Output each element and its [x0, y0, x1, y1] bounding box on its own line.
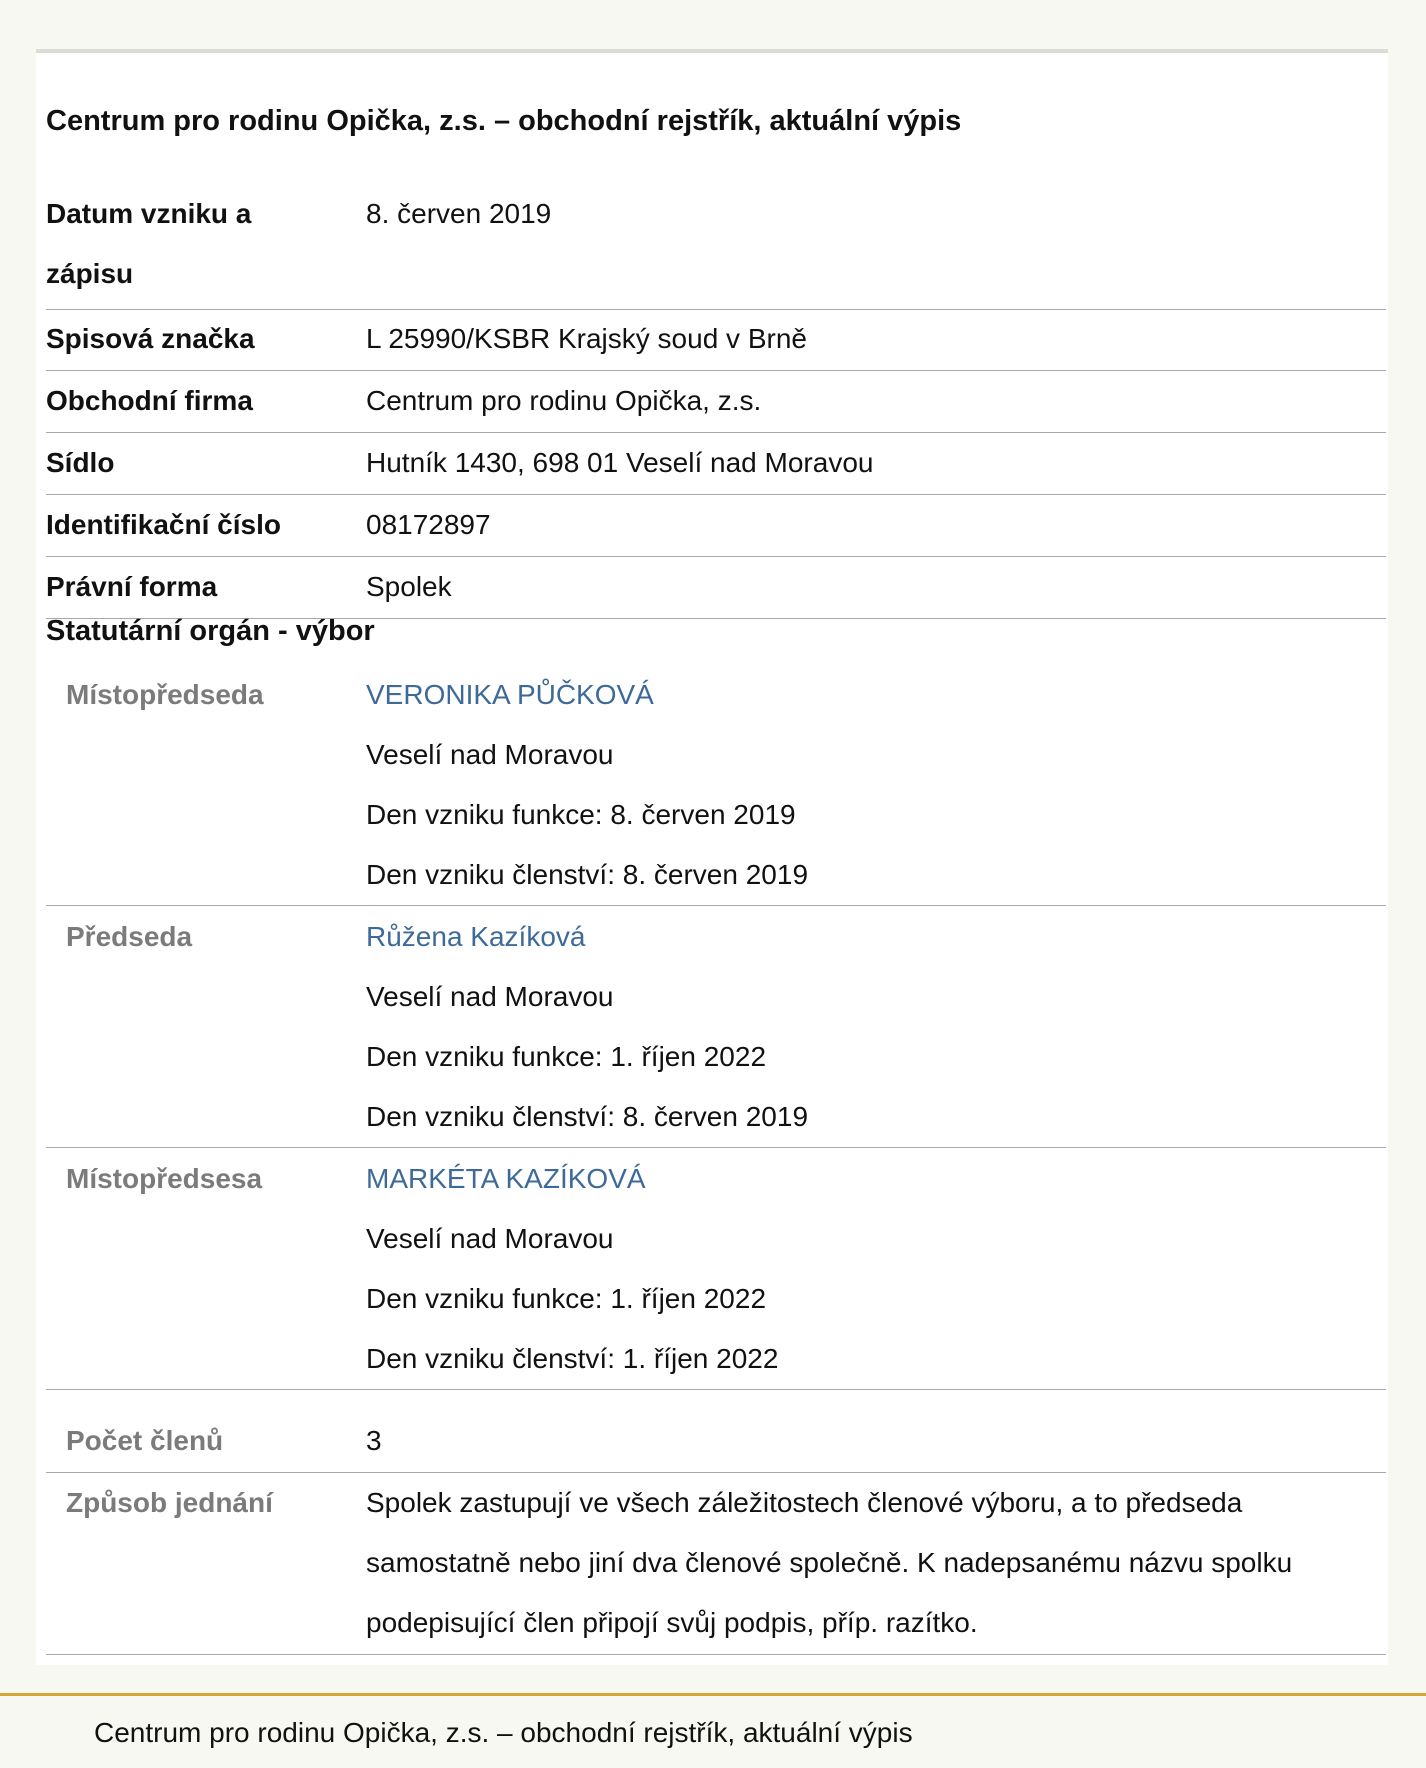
footer-title: Centrum pro rodinu Opička, z.s. – obchodní rejstřík, aktuální výpis: [94, 1717, 913, 1748]
row-label: Právní forma: [46, 571, 218, 602]
member-membership-since: Den vzniku členství: 8. červen 2019: [366, 859, 809, 890]
extract-card: [36, 49, 1388, 1665]
row-value: [366, 1473, 1376, 1653]
member-row: [46, 665, 1386, 906]
member-function-since: Den vzniku funkce: 8. červen 2019: [366, 799, 796, 830]
row-date-of-registration: [46, 184, 1386, 310]
member-details: [366, 1149, 1376, 1389]
member-details: [366, 665, 1376, 905]
member-place: Veselí nad Moravou: [366, 1223, 614, 1254]
row-value: 3: [366, 1425, 382, 1456]
row-label: Obchodní firma: [46, 385, 253, 416]
member-row: [46, 1149, 1386, 1390]
acting-line: samostatně nebo jiní dva členové společně. K nadepsanému názvu spolku: [366, 1547, 1293, 1578]
member-function-since: Den vzniku funkce: 1. říjen 2022: [366, 1283, 767, 1314]
footer-divider: [0, 1693, 1426, 1696]
member-function-since: Den vzniku funkce: 1. říjen 2022: [366, 1041, 767, 1072]
member-place: Veselí nad Moravou: [366, 981, 614, 1012]
row-acting-method: [46, 1473, 1386, 1655]
section-heading-statutory: Statutární orgán - výbor: [46, 615, 375, 647]
row-label: Sídlo: [46, 447, 115, 478]
member-place: Veselí nad Moravou: [366, 739, 614, 770]
member-membership-since: Den vzniku členství: 1. říjen 2022: [366, 1343, 779, 1374]
member-name: MARKÉTA KAZÍKOVÁ: [366, 1163, 646, 1194]
row-value: Hutník 1430, 698 01 Veselí nad Moravou: [366, 447, 874, 478]
row-value: 8. červen 2019: [366, 198, 552, 229]
member-details: [366, 907, 1376, 1147]
row-label: Identifikační číslo: [46, 509, 281, 540]
row-label: Způsob jednání: [66, 1487, 273, 1518]
member-membership-since: Den vzniku členství: 8. červen 2019: [366, 1101, 809, 1132]
member-name: Růžena Kazíková: [366, 921, 586, 952]
row-label: Počet členů: [66, 1425, 224, 1456]
row-value: 08172897: [366, 509, 491, 540]
row-file-number: [46, 309, 1386, 371]
acting-line: Spolek zastupují ve všech záležitostech členové výboru, a to předseda: [366, 1487, 1243, 1518]
row-value: Centrum pro rodinu Opička, z.s.: [366, 385, 762, 416]
row-company-name: [46, 371, 1386, 433]
row-value: Spolek: [366, 571, 452, 602]
member-row: [46, 907, 1386, 1148]
member-name: VERONIKA PŮČKOVÁ: [366, 679, 654, 710]
row-legal-form: [46, 557, 1386, 619]
acting-line: podepisující člen připojí svůj podpis, příp. razítko.: [366, 1607, 978, 1638]
row-id-number: [46, 495, 1386, 557]
row-seat: [46, 433, 1386, 495]
member-role: Místopředseda: [66, 679, 264, 710]
row-label: Spisová značka: [46, 323, 255, 354]
row-member-count: [46, 1411, 1386, 1473]
row-value: L 25990/KSBR Krajský soud v Brně: [366, 323, 807, 354]
page-title: Centrum pro rodinu Opička, z.s. – obchodní rejstřík, aktuální výpis: [46, 105, 962, 137]
row-label: Datum vzniku a zápisu: [46, 198, 252, 289]
member-role: Předseda: [66, 921, 193, 952]
member-role: Místopředsesa: [66, 1163, 263, 1194]
